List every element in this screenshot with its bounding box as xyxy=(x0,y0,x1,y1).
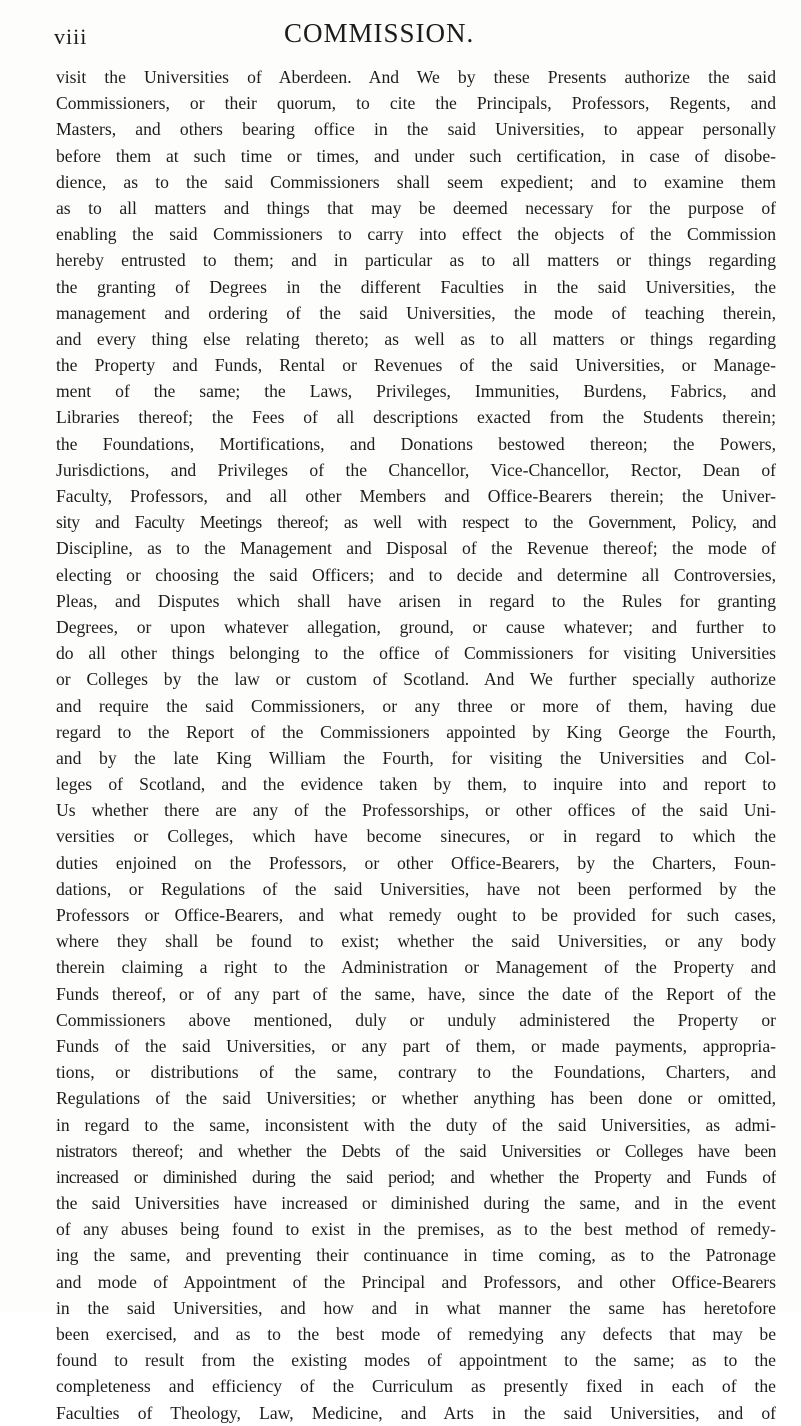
text-line xyxy=(56,745,776,771)
text-line xyxy=(56,378,776,404)
text-line-content: Us whether there are any of the Professorships, or other offices of the said Uni- xyxy=(56,800,776,821)
text-line xyxy=(56,1295,776,1321)
text-line-content: Faculty, Professors, and all other Members and Office-Bearers therein; the Univer- xyxy=(56,486,776,506)
text-line xyxy=(56,719,776,745)
text-line xyxy=(56,588,776,614)
text-line-content: hereby entrusted to them; and in particular as to all matters or things regarding xyxy=(56,250,776,271)
text-line xyxy=(56,169,776,195)
text-line xyxy=(56,1190,776,1216)
text-line xyxy=(56,483,776,509)
text-line xyxy=(56,1164,776,1190)
text-line xyxy=(56,1347,776,1373)
text-line-content: electing or choosing the said Officers; and to decide and determine all Controversies, xyxy=(56,564,776,585)
text-line xyxy=(56,90,776,116)
text-line xyxy=(56,1112,776,1138)
text-line xyxy=(56,352,776,378)
body-text xyxy=(56,64,776,1426)
text-line xyxy=(56,509,776,535)
text-line xyxy=(56,850,776,876)
text-line xyxy=(56,1059,776,1085)
text-line-content: visit the Universities of Aberdeen. And We by these Presents authorize the said xyxy=(56,67,776,87)
text-line xyxy=(56,1085,776,1111)
text-line-content: do all other things belonging to the office of Commissioners for visiting Universities xyxy=(56,643,776,664)
text-line xyxy=(56,640,776,666)
text-line-content: and require the said Commissioners, or any three or more of them, having due xyxy=(56,695,776,716)
text-line xyxy=(56,1216,776,1242)
text-line-content: of any abuses being found to exist in the premises, as to the best method of remedy- xyxy=(56,1219,776,1240)
text-line-content: the granting of Degrees in the different Faculties in the said Universities, the xyxy=(56,276,776,297)
text-line-content: increased or diminished during the said period; and whether the Property and Funds of xyxy=(56,1166,776,1187)
text-line xyxy=(56,1269,776,1295)
text-line xyxy=(56,823,776,849)
text-line xyxy=(56,1242,776,1268)
text-line xyxy=(56,1321,776,1347)
text-line-content: duties enjoined on the Professors, or other Office-Bearers, by the Charters, Foun- xyxy=(56,852,776,873)
text-line-content: Professors or Office-Bearers, and what remedy ought to be provided for such cases, xyxy=(56,905,776,925)
text-line-content: Pleas, and Disputes which shall have arisen in regard to the Rules for granting xyxy=(56,590,776,611)
text-line-content: and mode of Appointment of the Principal and Professors, and other Office-Bearers xyxy=(56,1271,776,1292)
text-line-content: the Property and Funds, Rental or Revenues of the said Universities, or Manage- xyxy=(56,355,776,376)
text-line-content: the said Universities have increased or diminished during the same, and in the event xyxy=(56,1193,776,1214)
text-line xyxy=(56,1400,776,1426)
text-line xyxy=(56,928,776,954)
text-line xyxy=(56,247,776,273)
text-line-content: in the said Universities, and how and in what manner the same has heretofore xyxy=(56,1297,776,1318)
text-line-content: Funds thereof, or of any part of the same, have, since the date of the Report of the xyxy=(56,983,776,1004)
text-line xyxy=(56,326,776,352)
text-line-content: ment of the same; the Laws, Privileges, Immunities, Burdens, Fabrics, and xyxy=(56,381,776,402)
text-line xyxy=(56,431,776,457)
text-line xyxy=(56,693,776,719)
text-line-content: Funds of the said Universities, or any part of them, or made payments, appropria- xyxy=(56,1035,776,1056)
text-line-content: Discipline, as to the Management and Disposal of the Revenue thereof; the mode of xyxy=(56,538,776,559)
text-line xyxy=(56,195,776,221)
text-line-content: Faculties of Theology, Law, Medicine, and Arts in the said Universities, and of xyxy=(56,1402,776,1423)
text-line xyxy=(56,902,776,928)
text-line xyxy=(56,876,776,902)
text-line xyxy=(56,535,776,561)
text-line xyxy=(56,116,776,142)
text-line-content: ing the same, and preventing their continuance in time coming, as to the Patronage xyxy=(56,1245,776,1266)
text-line xyxy=(56,771,776,797)
text-line xyxy=(56,562,776,588)
text-line xyxy=(56,457,776,483)
text-line xyxy=(56,954,776,980)
text-line xyxy=(56,404,776,430)
running-title: COMMISSION. xyxy=(284,18,475,48)
text-line-content: completeness and efficiency of the Curriculum as presently fixed in each of the xyxy=(56,1376,776,1397)
text-line-content: tions, or distributions of the same, contrary to the Foundations, Charters, and xyxy=(56,1062,776,1083)
text-line xyxy=(56,1007,776,1033)
text-line-content: or Colleges by the law or custom of Scotland. And We further specially authorize xyxy=(56,669,776,690)
text-line xyxy=(56,614,776,640)
text-line-content: where they shall be found to exist; whether the said Universities, or any body xyxy=(56,931,776,952)
text-line-content: enabling the said Commissioners to carry into effect the objects of the Commission xyxy=(56,224,776,245)
running-head xyxy=(54,18,774,52)
text-line-content: and every thing else relating thereto; as well as to all matters or things regarding xyxy=(56,328,776,349)
text-line-content: Commissioners above mentioned, duly or unduly administered the Property or xyxy=(56,1009,776,1030)
text-line xyxy=(56,274,776,300)
text-line-content: the Foundations, Mortifications, and Donations bestowed thereon; the Powers, xyxy=(56,433,776,454)
text-line-content: Jurisdictions, and Privileges of the Chancellor, Vice-Chancellor, Rector, Dean of xyxy=(56,459,776,480)
text-line-content: and by the late King William the Fourth, for visiting the Universities and Col- xyxy=(56,747,776,768)
text-line xyxy=(56,1373,776,1399)
text-line-content: been exercised, and as to the best mode of remedying any defects that may be xyxy=(56,1324,776,1344)
text-line-content: regard to the Report of the Commissioners appointed by King George the Fourth, xyxy=(56,721,776,742)
text-line-content: therein claiming a right to the Administration or Management of the Property and xyxy=(56,957,776,978)
text-line xyxy=(56,300,776,326)
text-line-content: sity and Faculty Meetings thereof; as well with respect to the Government, Policy, and xyxy=(56,512,776,533)
text-line-content: leges of Scotland, and the evidence taken by them, to inquire into and report to xyxy=(56,774,776,795)
text-line-content: versities or Colleges, which have become sinecures, or in regard to which the xyxy=(56,826,776,847)
text-line-content: before them at such time or times, and under such certification, in case of disobe- xyxy=(56,145,776,166)
text-line xyxy=(56,221,776,247)
text-line xyxy=(56,797,776,823)
text-line-content: Masters, and others bearing office in the said Universities, to appear personally xyxy=(56,119,776,140)
text-line-content: as to all matters and things that may be deemed necessary for the purpose of xyxy=(56,197,776,218)
page-number: viii xyxy=(54,24,88,49)
text-line xyxy=(56,981,776,1007)
text-line-content: nistrators thereof; and whether the Debts of the said Universities or Colleges have been xyxy=(56,1140,776,1161)
text-line xyxy=(56,143,776,169)
text-line-content: Regulations of the said Universities; or whether anything has been done or omitted, xyxy=(56,1088,776,1109)
text-line xyxy=(56,1138,776,1164)
text-line-content: dience, as to the said Commissioners shall seem expedient; and to examine them xyxy=(56,171,776,192)
text-line-content: in regard to the same, inconsistent with the duty of the said Universities, as admi- xyxy=(56,1114,776,1135)
text-line xyxy=(56,666,776,692)
text-line-content: dations, or Regulations of the said Universities, have not been performed by the xyxy=(56,878,776,899)
text-line-content: Commissioners, or their quorum, to cite the Principals, Professors, Regents, and xyxy=(56,93,776,114)
text-line-content: found to result from the existing modes of appointment to the same; as to the xyxy=(56,1350,776,1371)
text-line xyxy=(56,1033,776,1059)
text-line-content: Libraries thereof; the Fees of all descriptions exacted from the Students therein; xyxy=(56,407,776,428)
text-line-content: Degrees, or upon whatever allegation, ground, or cause whatever; and further to xyxy=(56,616,776,637)
text-line-content: management and ordering of the said Universities, the mode of teaching therein, xyxy=(56,302,776,323)
text-line xyxy=(56,64,776,90)
